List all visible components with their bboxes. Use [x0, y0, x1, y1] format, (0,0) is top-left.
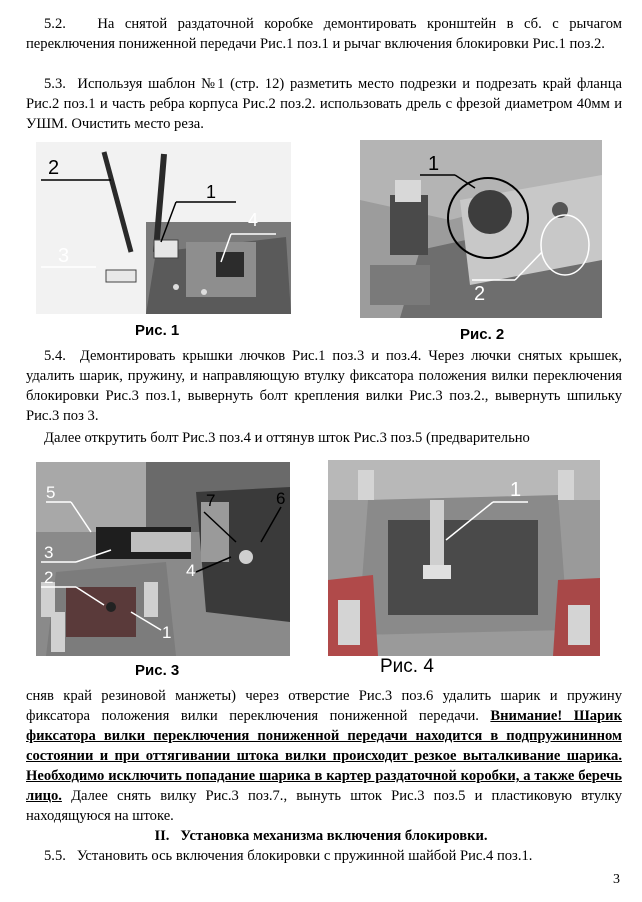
fig3-label-4: 4: [186, 561, 196, 580]
paragraph-5-5: 5.5. Установить ось включения блокировки с пружинной шайбой Рис.4 поз.1.: [44, 848, 533, 864]
page-number: 3: [613, 872, 620, 887]
section-heading: II. Установка механизма включения блокировки.: [154, 828, 488, 844]
fig3-label-3: 3: [44, 543, 54, 562]
figure-1-photo: [36, 142, 291, 314]
fig4-label-1: 1: [510, 479, 522, 501]
fig3-label-7: 7: [206, 491, 216, 510]
figure-2-photo: [360, 140, 602, 318]
figure-2-caption: Рис. 2: [460, 326, 505, 343]
fig3-label-6: 6: [276, 489, 286, 508]
warning-text: Внимание! Шарик фиксатора вилки переключения пониженной передачи находится в подпружининном состоянии и при оттягивании штока вилки происходит резкое выталкивание шарика. Необходимо исключить попадание шарика в картер раздаточной коробки, а также беречь лицо.: [26, 708, 622, 804]
fig2-label-2: 2: [474, 283, 486, 305]
continuation-text-2: Далее снять вилку Рис.3 поз.7., вынуть шток Рис.3 поз.5 и пластиковую втулку находящуюся на штоке.: [26, 788, 622, 824]
figure-3-photo: [36, 462, 290, 656]
continuation-text-1: сняв край резиновой манжеты) через отверстие Рис.3 поз.6 удалить шарик и пружину фиксатора положения вилки переключения пониженной передачи.: [26, 688, 622, 724]
fig1-label-4: 4: [248, 210, 259, 230]
fig3-label-2: 2: [44, 568, 54, 587]
fig1-label-2: 2: [48, 157, 60, 179]
fig3-label-1: 1: [162, 623, 172, 642]
figure-3-caption: Рис. 3: [135, 662, 180, 679]
figure-1-caption: Рис. 1: [135, 322, 180, 339]
paragraph-continue-start: Далее открутить болт Рис.3 поз.4 и оттянув шток Рис.3 поз.5 (предварительно: [44, 430, 530, 446]
fig1-label-1: 1: [206, 182, 217, 202]
fig3-label-5: 5: [46, 483, 56, 502]
fig2-label-1: 1: [428, 153, 440, 175]
paragraph-5-3: 5.3. Используя шаблон №1 (стр. 12) разметить место подрезки и подрезать край фланца Рис.2 поз.1 и часть ребра корпуса Рис.2 поз.2. использовать дрель с фрезой диаметром 40мм и УШМ. Очистить место реза.: [26, 76, 622, 132]
fig1-label-3: 3: [58, 245, 70, 267]
paragraph-5-4: 5.4. Демонтировать крышки лючков Рис.1 поз.3 и поз.4. Через лючки снятых крышек, удалить шарик, пружину, и направляющую втулку фиксатора положения вилки переключения блокировки Рис.3 поз.1, вывернуть болт крепления вилки Рис.3 поз.2., вывернуть шпильку Рис.3 поз 3.: [26, 348, 622, 424]
figure-4-photo: [328, 460, 600, 656]
figure-4-caption: Рис. 4: [380, 656, 434, 677]
paragraph-continuation: [26, 686, 622, 826]
paragraph-5-2: 5.2. На снятой раздаточной коробке демонтировать кронштейн в сб. с рычагом переключения пониженной передачи Рис.1 поз.1 и рычаг включения блокировки Рис.1 поз.2.: [26, 16, 622, 52]
